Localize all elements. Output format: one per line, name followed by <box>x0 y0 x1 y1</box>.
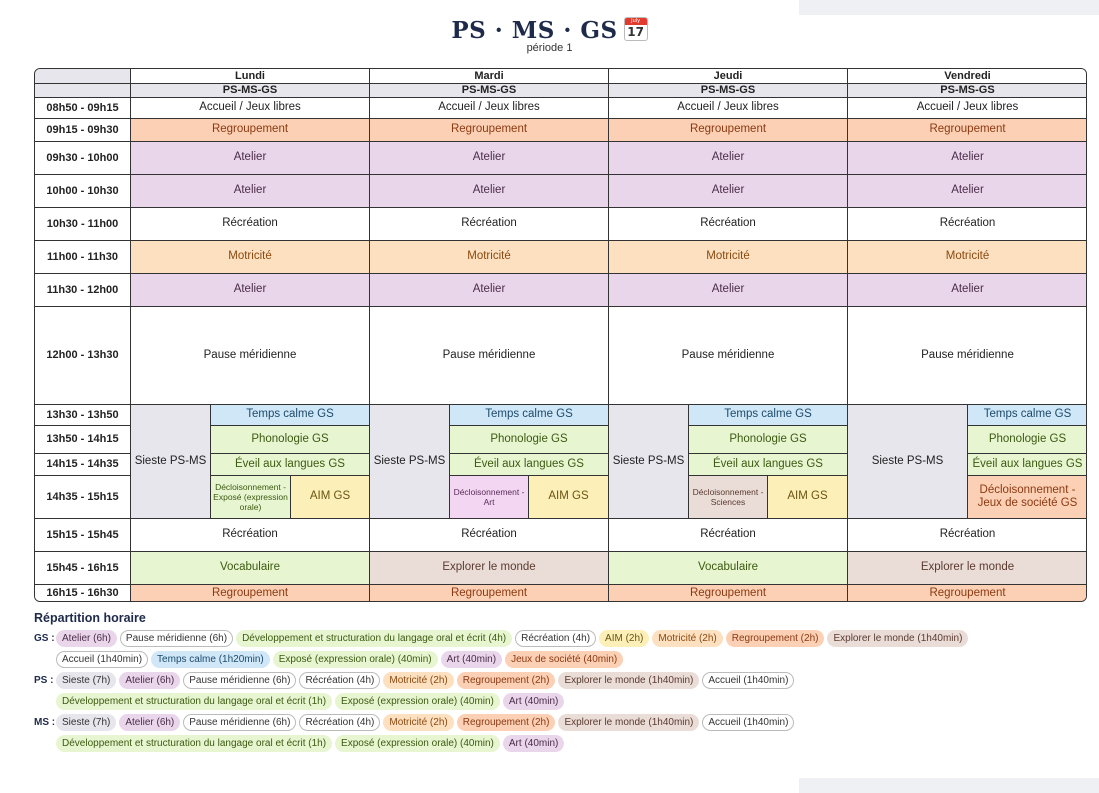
repartition-tag: Accueil (1h40min) <box>702 672 794 689</box>
repartition-tag: Regroupement (2h) <box>726 630 825 647</box>
slot-regroupement: Regroupement <box>131 119 370 142</box>
repartition-tag: Explorer le monde (1h40min) <box>558 714 699 731</box>
slot-afternoon: Explorer le monde <box>848 552 1087 585</box>
repartition-tag: Récréation (4h) <box>299 714 380 731</box>
slot-eveil-langues: Éveil aux langues GS <box>689 454 848 476</box>
slot-atelier: Atelier <box>609 142 848 175</box>
repartition-tag: Accueil (1h40min) <box>56 651 148 668</box>
slot-atelier: Atelier <box>370 175 609 208</box>
slot-pause: Pause méridienne <box>609 307 848 405</box>
repartition-tag: Sieste (7h) <box>56 714 116 731</box>
time-slot: 12h00 - 13h30 <box>35 307 131 405</box>
repartition-tag: Accueil (1h40min) <box>702 714 794 731</box>
slot-recreation: Récréation <box>848 519 1087 552</box>
repartition-tag: Motricité (2h) <box>383 714 453 731</box>
slot-phonologie: Phonologie GS <box>450 426 609 454</box>
slot-aim: AIM GS <box>529 476 609 519</box>
slot-afternoon: Vocabulaire <box>609 552 848 585</box>
repartition-tag: Sieste (7h) <box>56 672 116 689</box>
slot-temps-calme: Temps calme GS <box>211 405 370 426</box>
slot-eveil-langues: Éveil aux langues GS <box>450 454 609 476</box>
time-slot: 11h00 - 11h30 <box>35 241 131 274</box>
repartition-row-ms-cont <box>34 733 1074 754</box>
repartition-tag: Jeux de société (40min) <box>505 651 623 668</box>
day-header-3: Vendredi <box>848 69 1087 84</box>
time-slot: 08h50 - 09h15 <box>35 98 131 119</box>
time-slot: 13h30 - 13h50 <box>35 405 131 426</box>
slot-motricite: Motricité <box>848 241 1087 274</box>
slot-accueil: Accueil / Jeux libres <box>370 98 609 119</box>
slot-motricite: Motricité <box>131 241 370 274</box>
day-header-2: Jeudi <box>609 69 848 84</box>
slot-atelier: Atelier <box>848 175 1087 208</box>
slot-atelier: Atelier <box>609 175 848 208</box>
slot-pause: Pause méridienne <box>131 307 370 405</box>
slot-pause: Pause méridienne <box>370 307 609 405</box>
slot-aim: AIM GS <box>291 476 370 519</box>
corner-decoration-top <box>799 0 1099 15</box>
slot-temps-calme: Temps calme GS <box>450 405 609 426</box>
slot-decloisonnement: Décloisonnement - Jeux de société GS <box>968 476 1087 519</box>
slot-regroupement: Regroupement <box>609 119 848 142</box>
class-header-2: PS-MS-GS <box>609 84 848 98</box>
page-title: PS · MS · GS <box>451 17 618 44</box>
slot-phonologie: Phonologie GS <box>968 426 1087 454</box>
repartition-tag: Récréation (4h) <box>515 630 596 647</box>
slot-regroupement: Regroupement <box>848 585 1087 602</box>
class-header-1: PS-MS-GS <box>370 84 609 98</box>
slot-temps-calme: Temps calme GS <box>689 405 848 426</box>
repartition-tag: Explorer le monde (1h40min) <box>558 672 699 689</box>
time-slot: 13h50 - 14h15 <box>35 426 131 454</box>
time-slot: 14h35 - 15h15 <box>35 476 131 519</box>
page-subtitle: période 1 <box>526 42 573 54</box>
slot-sieste: Sieste PS-MS <box>848 405 968 519</box>
time-slot: 10h00 - 10h30 <box>35 175 131 208</box>
repartition-tag: Pause méridienne (6h) <box>120 630 233 647</box>
slot-afternoon: Explorer le monde <box>370 552 609 585</box>
slot-atelier: Atelier <box>131 142 370 175</box>
slot-recreation: Récréation <box>131 519 370 552</box>
slot-atelier: Atelier <box>848 142 1087 175</box>
slot-atelier: Atelier <box>370 274 609 307</box>
day-header-1: Mardi <box>370 69 609 84</box>
slot-motricite: Motricité <box>370 241 609 274</box>
slot-decloisonnement: Décloisonnement - Sciences <box>689 476 768 519</box>
slot-atelier: Atelier <box>131 274 370 307</box>
slot-recreation: Récréation <box>609 208 848 241</box>
repartition-tag: AIM (2h) <box>599 630 649 647</box>
repartition-section <box>34 611 1074 754</box>
header <box>0 17 1099 54</box>
slot-atelier: Atelier <box>848 274 1087 307</box>
slot-recreation: Récréation <box>370 208 609 241</box>
slot-regroupement: Regroupement <box>848 119 1087 142</box>
slot-accueil: Accueil / Jeux libres <box>131 98 370 119</box>
repartition-label-ms: MS : <box>34 717 56 728</box>
repartition-label-ps: PS : <box>34 675 54 686</box>
time-slot: 14h15 - 14h35 <box>35 454 131 476</box>
calendar-icon: July 17 <box>624 17 648 41</box>
repartition-tag: Art (40min) <box>441 651 502 668</box>
slot-sieste: Sieste PS-MS <box>131 405 211 519</box>
slot-decloisonnement: Décloisonnement - Exposé (expression orale) <box>211 476 291 519</box>
time-slot: 09h30 - 10h00 <box>35 142 131 175</box>
repartition-tag: Motricité (2h) <box>383 672 453 689</box>
slot-sieste: Sieste PS-MS <box>609 405 689 519</box>
time-slot: 16h15 - 16h30 <box>35 585 131 602</box>
repartition-tag: Motricité (2h) <box>652 630 722 647</box>
repartition-tag: Explorer le monde (1h40min) <box>827 630 968 647</box>
slot-regroupement: Regroupement <box>131 585 370 602</box>
header-corner-sub <box>35 84 131 98</box>
repartition-tag: Art (40min) <box>503 735 564 752</box>
repartition-tag: Développement et structuration du langage oral et écrit (4h) <box>236 630 512 647</box>
slot-temps-calme: Temps calme GS <box>968 405 1087 426</box>
corner-decoration-bottom <box>799 778 1099 793</box>
repartition-row-ps-cont <box>34 691 1074 712</box>
slot-atelier: Atelier <box>131 175 370 208</box>
slot-aim: AIM GS <box>768 476 848 519</box>
time-slot: 15h45 - 16h15 <box>35 552 131 585</box>
repartition-tag: Atelier (6h) <box>119 672 180 689</box>
repartition-tag: Exposé (expression orale) (40min) <box>335 735 500 752</box>
repartition-tag: Art (40min) <box>503 693 564 710</box>
slot-eveil-langues: Éveil aux langues GS <box>211 454 370 476</box>
class-header-3: PS-MS-GS <box>848 84 1087 98</box>
slot-recreation: Récréation <box>370 519 609 552</box>
slot-atelier: Atelier <box>609 274 848 307</box>
class-header-0: PS-MS-GS <box>131 84 370 98</box>
repartition-tag: Pause méridienne (6h) <box>183 672 296 689</box>
time-slot: 15h15 - 15h45 <box>35 519 131 552</box>
repartition-label-gs: GS : <box>34 633 55 644</box>
slot-phonologie: Phonologie GS <box>211 426 370 454</box>
repartition-row-gs <box>34 628 1074 649</box>
repartition-tag: Exposé (expression orale) (40min) <box>335 693 500 710</box>
repartition-tag: Développement et structuration du langage oral et écrit (1h) <box>56 735 332 752</box>
slot-regroupement: Regroupement <box>370 585 609 602</box>
slot-recreation: Récréation <box>609 519 848 552</box>
repartition-tag: Temps calme (1h20min) <box>151 651 270 668</box>
repartition-tag: Récréation (4h) <box>299 672 380 689</box>
time-slot: 09h15 - 09h30 <box>35 119 131 142</box>
repartition-tag: Exposé (expression orale) (40min) <box>273 651 438 668</box>
repartition-row-ps <box>34 670 1074 691</box>
header-corner <box>35 69 131 84</box>
repartition-tag: Regroupement (2h) <box>457 714 556 731</box>
repartition-tag: Atelier (6h) <box>119 714 180 731</box>
slot-sieste: Sieste PS-MS <box>370 405 450 519</box>
slot-accueil: Accueil / Jeux libres <box>848 98 1087 119</box>
repartition-tag: Développement et structuration du langage oral et écrit (1h) <box>56 693 332 710</box>
repartition-row-gs-cont <box>34 649 1074 670</box>
slot-accueil: Accueil / Jeux libres <box>609 98 848 119</box>
day-header-0: Lundi <box>131 69 370 84</box>
slot-regroupement: Regroupement <box>609 585 848 602</box>
timetable <box>34 68 1087 602</box>
slot-recreation: Récréation <box>848 208 1087 241</box>
repartition-tag: Pause méridienne (6h) <box>183 714 296 731</box>
slot-recreation: Récréation <box>131 208 370 241</box>
repartition-row-ms <box>34 712 1074 733</box>
slot-afternoon: Vocabulaire <box>131 552 370 585</box>
slot-atelier: Atelier <box>370 142 609 175</box>
slot-motricite: Motricité <box>609 241 848 274</box>
slot-phonologie: Phonologie GS <box>689 426 848 454</box>
slot-pause: Pause méridienne <box>848 307 1087 405</box>
slot-eveil-langues: Éveil aux langues GS <box>968 454 1087 476</box>
time-slot: 10h30 - 11h00 <box>35 208 131 241</box>
repartition-tag: Atelier (6h) <box>56 630 117 647</box>
slot-regroupement: Regroupement <box>370 119 609 142</box>
repartition-title: Répartition horaire <box>34 611 146 625</box>
time-slot: 11h30 - 12h00 <box>35 274 131 307</box>
repartition-tag: Regroupement (2h) <box>457 672 556 689</box>
slot-decloisonnement: Décloisonnement - Art <box>450 476 529 519</box>
